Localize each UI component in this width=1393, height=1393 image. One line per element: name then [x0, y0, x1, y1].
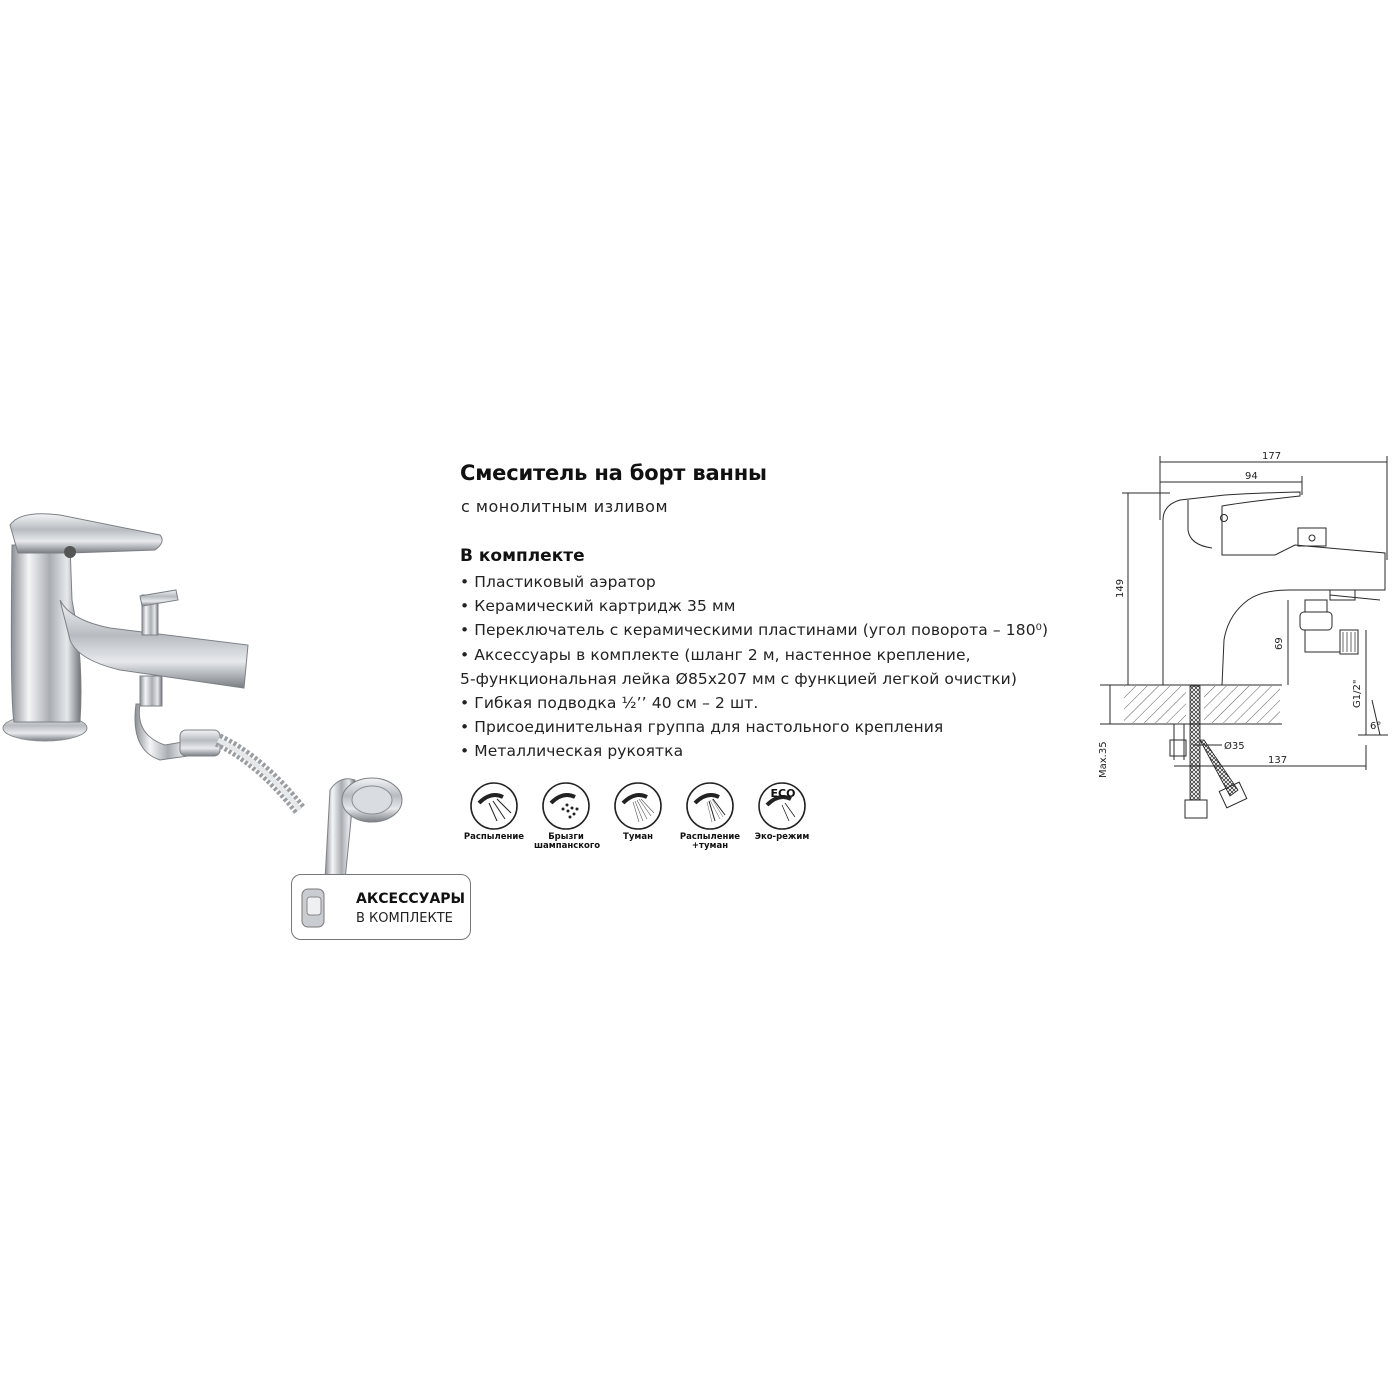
champagne-spray-icon: [541, 781, 591, 831]
dim-thread: G1/2": [1352, 679, 1363, 708]
function-mist: [606, 781, 670, 842]
function-eco: [750, 781, 814, 842]
eco-label: ECO: [770, 787, 796, 800]
product-subtitle: с монолитным изливом: [461, 497, 669, 516]
kit-item: • Металлическая рукоятка: [460, 742, 684, 761]
kit-item: • Гибкая подводка ½’’ 40 см – 2 шт.: [460, 694, 759, 713]
function-spray: [462, 781, 526, 842]
eco-mode-icon: [757, 781, 807, 831]
spray-icon: [469, 781, 519, 831]
badge-title: АКСЕССУАРЫ: [356, 891, 466, 907]
badge-subtitle: В КОМПЛЕКТЕ: [356, 911, 453, 926]
dim-diameter: Ø35: [1224, 741, 1245, 752]
function-label: +туман: [691, 841, 729, 851]
dim-spout: 94: [1245, 471, 1258, 482]
function-label: Распыление: [463, 832, 525, 842]
function-spray-mist: [678, 781, 742, 851]
function-label: Брызги: [548, 832, 584, 842]
kit-list: [460, 570, 1048, 764]
function-champagne: [534, 781, 601, 851]
kit-heading: В комплекте: [460, 546, 585, 566]
kit-item: • Керамический картридж 35 мм: [460, 597, 736, 616]
kit-item: • Аксессуары в комплекте (шланг 2 м, настенное крепление,: [460, 645, 971, 664]
function-label: Эко-режим: [754, 832, 810, 842]
dim-angle: 6°: [1370, 721, 1382, 732]
technical-drawing: [1090, 446, 1390, 826]
kit-item: • Переключатель с керамическими пластинами (угол поворота – 180⁰): [460, 621, 1049, 640]
spray-mist-icon: [685, 781, 735, 831]
dim-max-deck: Max.35: [1098, 741, 1109, 778]
dim-total-width: 177: [1262, 451, 1282, 462]
function-label: шампанского: [534, 841, 601, 851]
dim-depth: 137: [1268, 755, 1288, 766]
product-title: Смеситель на борт ванны: [460, 461, 767, 485]
dim-outlet-height: 69: [1274, 637, 1285, 650]
kit-item: • Пластиковый аэратор: [460, 573, 656, 591]
mist-icon: [613, 781, 663, 831]
accessories-badge: [291, 874, 471, 940]
kit-item: • Присоединительная группа для настольного крепления: [460, 718, 944, 737]
kit-item: 5-функциональная лейка Ø85x207 мм с функцией легкой очистки): [460, 669, 1017, 688]
dim-height: 149: [1115, 578, 1126, 598]
wall-holder-icon: [298, 885, 328, 931]
function-label: Распыление: [679, 832, 741, 842]
function-label: Туман: [623, 832, 653, 842]
